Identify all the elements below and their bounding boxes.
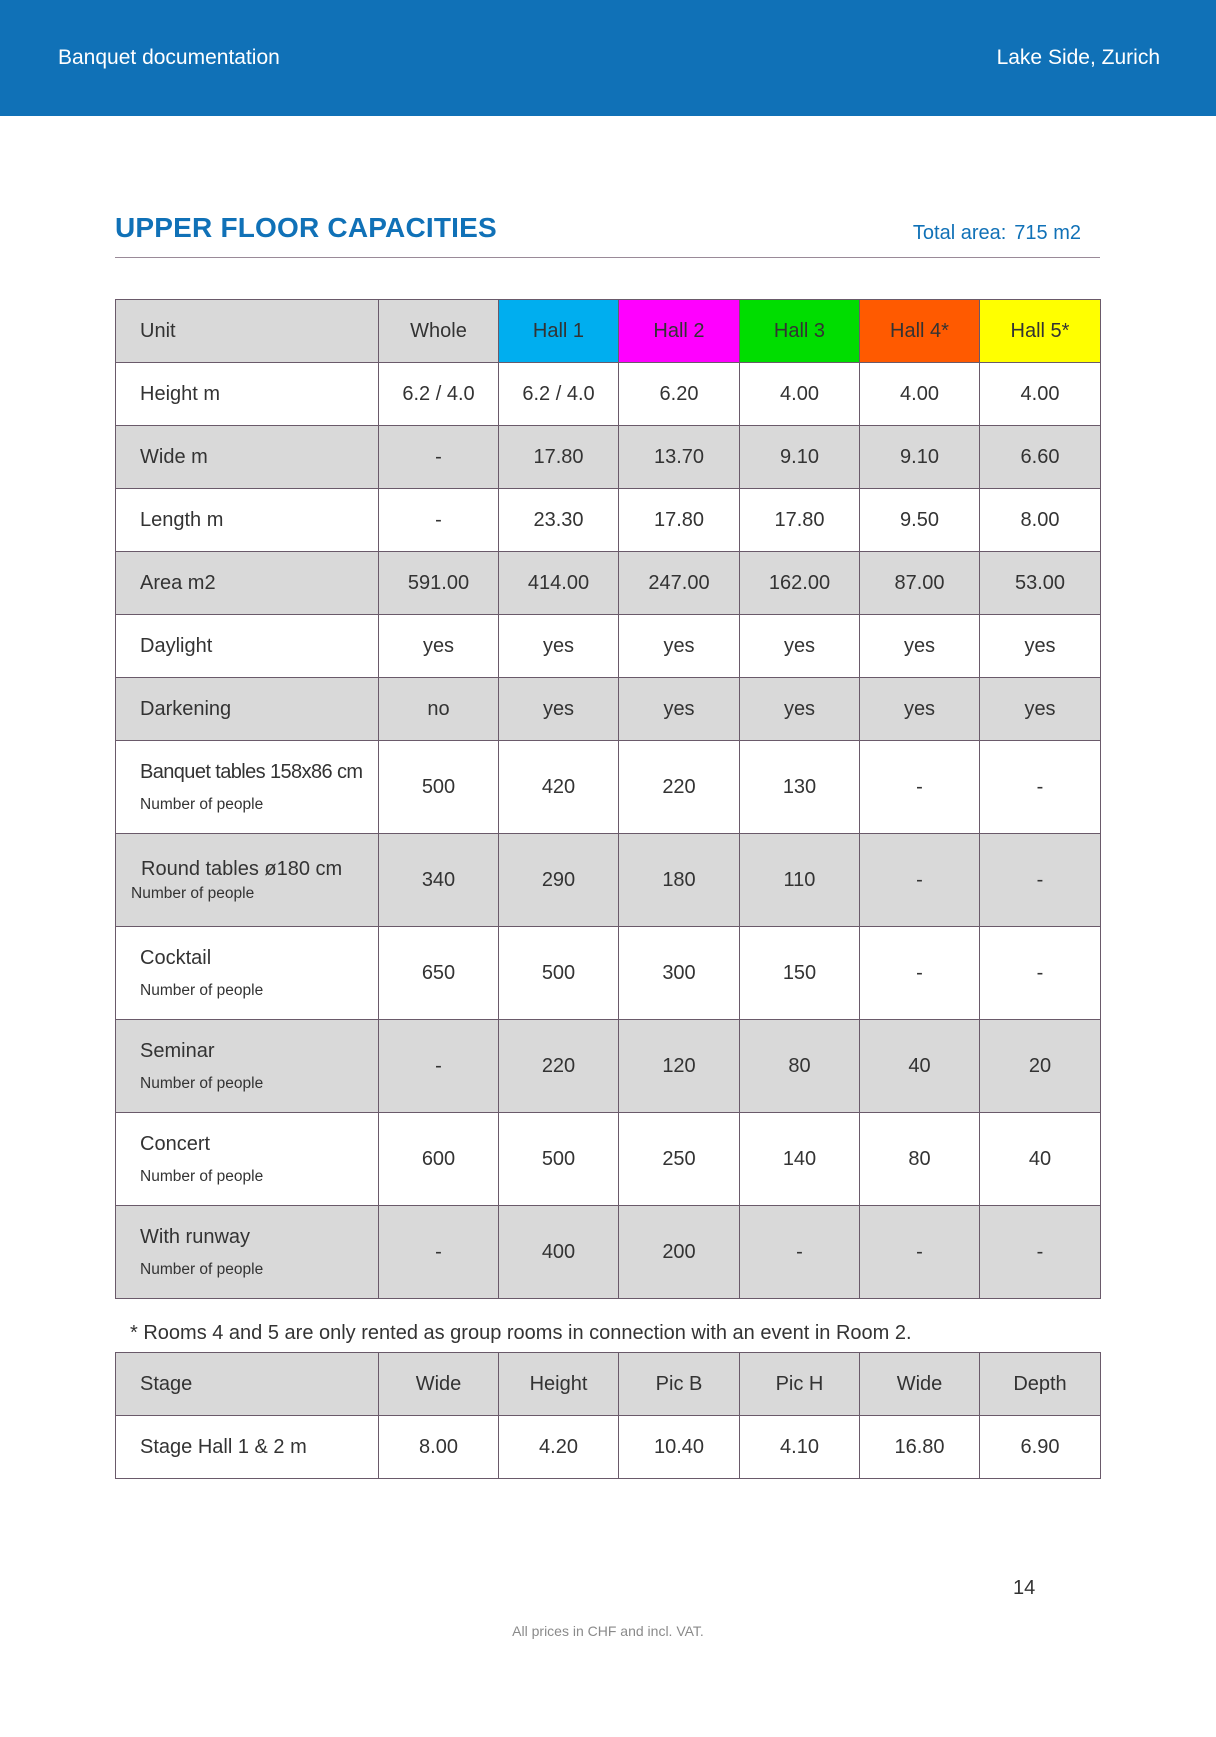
header-whole: Whole (379, 300, 499, 363)
cell-value: 17.80 (740, 489, 860, 552)
cell-value: 23.30 (499, 489, 619, 552)
cell-value: 9.10 (740, 426, 860, 489)
row-label-sub: Number of people (140, 1260, 264, 1278)
total-area (913, 222, 1081, 245)
row-label-main: Seminar (140, 1039, 215, 1062)
cell-value: - (740, 1206, 860, 1299)
table-row (116, 489, 1101, 552)
cell-value: 650 (379, 927, 499, 1020)
cell-value: 40 (980, 1113, 1101, 1206)
cell-value: 300 (619, 927, 740, 1020)
table-row (116, 1020, 1101, 1113)
page-number: 14 (1013, 1577, 1036, 1599)
cell-value: 340 (379, 834, 499, 927)
cell-value: 200 (619, 1206, 740, 1299)
cell-value: 10.40 (619, 1416, 740, 1479)
row-label-main: Concert (140, 1132, 211, 1155)
table-row (116, 426, 1101, 489)
stage-header-cell: Height (499, 1353, 619, 1416)
cell-value: 247.00 (619, 552, 740, 615)
table-row (116, 741, 1101, 834)
title-divider (115, 257, 1100, 258)
table-row (116, 363, 1101, 426)
row-label-main: With runway (140, 1225, 251, 1248)
row-label: Area m2 (116, 552, 379, 615)
row-label (116, 1113, 379, 1206)
cell-value: 180 (619, 834, 740, 927)
cell-value: - (379, 489, 499, 552)
cell-value: - (980, 1206, 1101, 1299)
row-label (116, 927, 379, 1020)
table-row (116, 834, 1101, 927)
cell-value: yes (860, 615, 980, 678)
row-label: Darkening (116, 678, 379, 741)
cell-value: yes (740, 678, 860, 741)
row-label-sub: Number of people (140, 1074, 264, 1092)
cell-value: - (860, 927, 980, 1020)
stage-header-row (116, 1353, 1101, 1416)
header-hall-1: Hall 1 (499, 300, 619, 363)
cell-value: 4.10 (740, 1416, 860, 1479)
stage-header-cell: Pic B (619, 1353, 740, 1416)
cell-value: 600 (379, 1113, 499, 1206)
stage-header-cell: Stage (116, 1353, 379, 1416)
cell-value: 500 (379, 741, 499, 834)
cell-value: yes (860, 678, 980, 741)
row-label: Height m (116, 363, 379, 426)
stage-header-cell: Wide (860, 1353, 980, 1416)
cell-value: 4.00 (980, 363, 1101, 426)
cell-value: 130 (740, 741, 860, 834)
stage-table (115, 1352, 1101, 1479)
table-row (116, 552, 1101, 615)
cell-value: 4.20 (499, 1416, 619, 1479)
row-label (116, 834, 379, 927)
cell-value: 140 (740, 1113, 860, 1206)
cell-value: - (980, 741, 1101, 834)
cell-value: 6.90 (980, 1416, 1101, 1479)
cell-value: - (860, 1206, 980, 1299)
cell-value: 8.00 (980, 489, 1101, 552)
header-hall-5: Hall 5* (980, 300, 1101, 363)
stage-row (116, 1416, 1101, 1479)
row-label: Daylight (116, 615, 379, 678)
cell-value: yes (499, 615, 619, 678)
cell-value: 220 (619, 741, 740, 834)
cell-value: yes (980, 678, 1101, 741)
cell-value: no (379, 678, 499, 741)
cell-value: 6.60 (980, 426, 1101, 489)
table-row (116, 1206, 1101, 1299)
cell-value: 6.2 / 4.0 (499, 363, 619, 426)
cell-value: 120 (619, 1020, 740, 1113)
table-row (116, 678, 1101, 741)
cell-value: yes (740, 615, 860, 678)
capacities-table (115, 299, 1101, 1299)
table-header-row (116, 300, 1101, 363)
cell-value: 8.00 (379, 1416, 499, 1479)
cell-value: 110 (740, 834, 860, 927)
cell-value: yes (619, 615, 740, 678)
cell-value: 591.00 (379, 552, 499, 615)
row-label-main: Cocktail (140, 946, 212, 969)
cell-value: 80 (740, 1020, 860, 1113)
row-label (116, 1206, 379, 1299)
footer-note: All prices in CHF and incl. VAT. (512, 1623, 704, 1639)
cell-value: 500 (499, 927, 619, 1020)
cell-value: 20 (980, 1020, 1101, 1113)
cell-value: - (379, 1020, 499, 1113)
header-hall-2: Hall 2 (619, 300, 740, 363)
row-label-sub: Number of people (140, 981, 264, 999)
header-document-title: Banquet documentation (58, 46, 280, 69)
cell-value: - (980, 834, 1101, 927)
cell-value: 400 (499, 1206, 619, 1299)
header-location: Lake Side, Zurich (996, 46, 1160, 69)
row-label: Wide m (116, 426, 379, 489)
table-row (116, 927, 1101, 1020)
cell-value: - (860, 834, 980, 927)
cell-value: 9.50 (860, 489, 980, 552)
footnote: * Rooms 4 and 5 are only rented as group rooms in connection with an event in Room 2. (130, 1322, 912, 1344)
cell-value: 17.80 (499, 426, 619, 489)
stage-header-cell: Pic H (740, 1353, 860, 1416)
cell-value: - (379, 1206, 499, 1299)
row-label (116, 1020, 379, 1113)
cell-value: 53.00 (980, 552, 1101, 615)
page-header (0, 0, 1216, 116)
cell-value: - (980, 927, 1101, 1020)
row-label (116, 741, 379, 834)
cell-value: 17.80 (619, 489, 740, 552)
row-label: Length m (116, 489, 379, 552)
cell-value: 162.00 (740, 552, 860, 615)
table-row (116, 615, 1101, 678)
cell-value: 9.10 (860, 426, 980, 489)
header-unit: Unit (116, 300, 379, 363)
cell-value: - (860, 741, 980, 834)
cell-value: 150 (740, 927, 860, 1020)
section-title: UPPER FLOOR CAPACITIES (115, 212, 497, 243)
cell-value: 87.00 (860, 552, 980, 615)
cell-value: 290 (499, 834, 619, 927)
cell-value: 420 (499, 741, 619, 834)
table-row (116, 1113, 1101, 1206)
cell-value: 4.00 (740, 363, 860, 426)
cell-value: yes (379, 615, 499, 678)
cell-value: 4.00 (860, 363, 980, 426)
cell-value: yes (619, 678, 740, 741)
total-area-value: 715 m2 (1014, 222, 1081, 244)
cell-value: 500 (499, 1113, 619, 1206)
header-hall-3: Hall 3 (740, 300, 860, 363)
header-hall-4: Hall 4* (860, 300, 980, 363)
cell-value: 6.2 / 4.0 (379, 363, 499, 426)
cell-value: 6.20 (619, 363, 740, 426)
cell-value: 414.00 (499, 552, 619, 615)
cell-value: 220 (499, 1020, 619, 1113)
row-label-sub: Number of people (131, 884, 255, 902)
cell-value: 80 (860, 1113, 980, 1206)
cell-value: yes (980, 615, 1101, 678)
total-area-label: Total area: (912, 222, 1007, 244)
cell-value: 250 (619, 1113, 740, 1206)
stage-header-cell: Depth (980, 1353, 1101, 1416)
cell-value: 13.70 (619, 426, 740, 489)
row-label-sub: Number of people (140, 1167, 264, 1185)
cell-value: 40 (860, 1020, 980, 1113)
row-label-main: Banquet tables 158x86 cm (140, 760, 363, 783)
cell-value: yes (499, 678, 619, 741)
row-label-main: Round tables ø180 cm (141, 857, 343, 880)
cell-value: - (379, 426, 499, 489)
stage-row-label: Stage Hall 1 & 2 m (116, 1416, 379, 1479)
stage-header-cell: Wide (379, 1353, 499, 1416)
cell-value: 16.80 (860, 1416, 980, 1479)
row-label-sub: Number of people (140, 795, 264, 813)
